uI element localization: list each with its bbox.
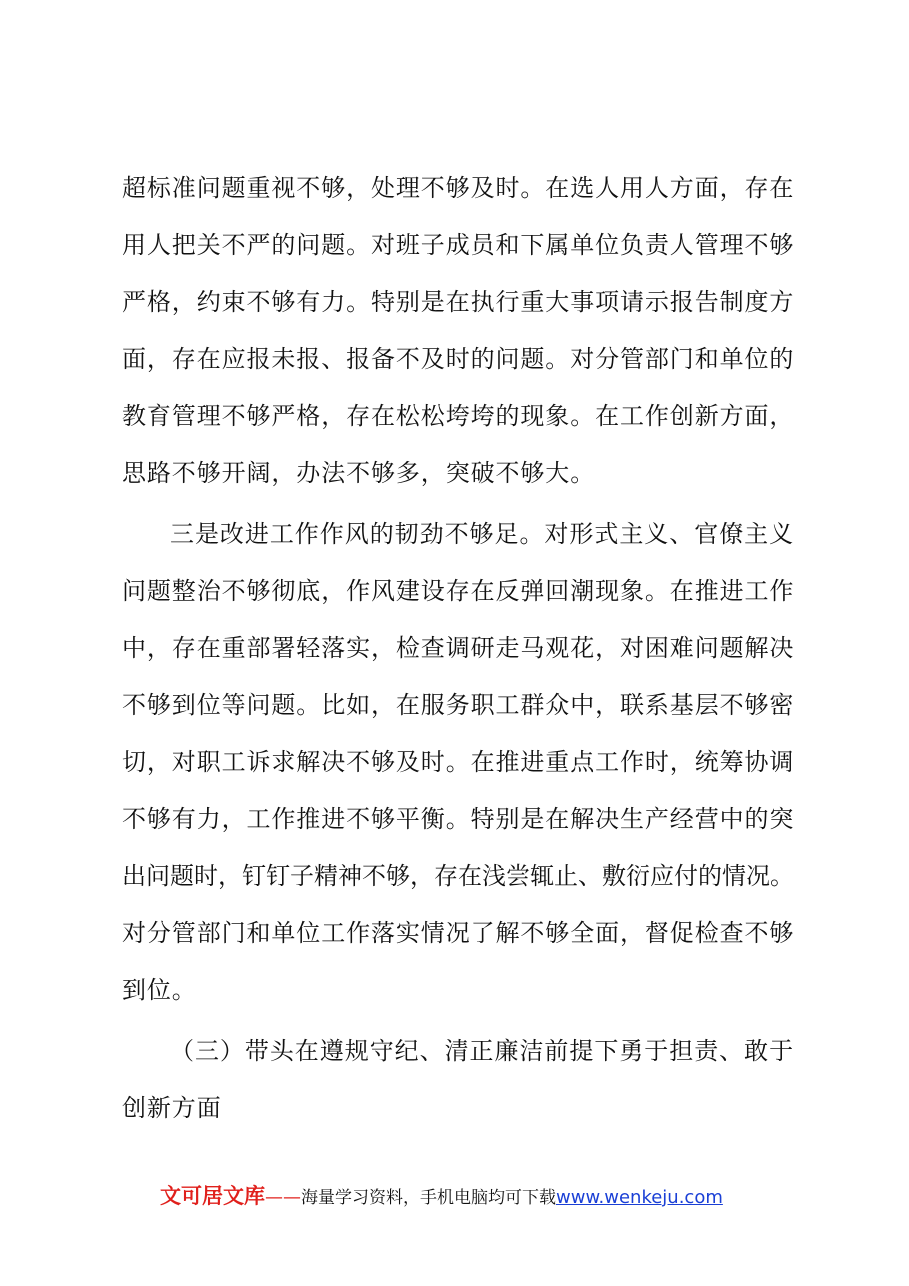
paragraph-line: 严格，约束不够有力。特别是在执行重大事项请示报告制度方 — [122, 288, 795, 316]
document-body — [122, 160, 794, 1137]
footer-dash: —— — [265, 1187, 301, 1208]
paragraph-line: 超标准问题重视不够，处理不够及时。在选人用人方面，存在 — [122, 174, 795, 202]
paragraph-line: 出问题时，钉钉子精神不够，存在浅尝辄止、敷衍应付的情况。 — [122, 862, 794, 890]
paragraph-line: 切，对职工诉求解决不够及时。在推进重点工作时，统筹协调 — [122, 748, 795, 776]
paragraph-line: 对分管部门和单位工作落实情况了解不够全面，督促检查不够 — [122, 919, 795, 947]
paragraph-line: 面，存在应报未报、报备不及时的问题。对分管部门和单位的 — [122, 345, 795, 373]
footer-website-link[interactable]: www.wenkeju.com — [556, 1187, 723, 1208]
footer-brand: 文可居文库 — [160, 1184, 265, 1208]
section-heading-line: 创新方面 — [122, 1094, 222, 1122]
paragraph-line: 不够有力，工作推进不够平衡。特别是在解决生产经营中的突 — [122, 805, 795, 833]
footer-slogan: 海量学习资料，手机电脑均可下载 — [301, 1188, 556, 1208]
paragraph-line: 三是改进工作作风的韧劲不够足。对形式主义、官僚主义 — [170, 520, 794, 548]
paragraph-line: 用人把关不严的问题。对班子成员和下属单位负责人管理不够 — [122, 231, 795, 259]
paragraph-line: 不够到位等问题。比如，在服务职工群众中，联系基层不够密 — [122, 691, 795, 719]
paragraph-line: 中，存在重部署轻落实，检查调研走马观花，对困难问题解决 — [122, 634, 795, 662]
section-heading-line: （三）带头在遵规守纪、清正廉洁前提下勇于担责、敢于 — [170, 1037, 794, 1065]
paragraph-line: 到位。 — [122, 976, 197, 1004]
paragraph-line: 教育管理不够严格，存在松松垮垮的现象。在工作创新方面， — [122, 402, 795, 430]
paragraph-line: 问题整治不够彻底，作风建设存在反弹回潮现象。在推进工作 — [122, 577, 795, 605]
paragraph-line: 思路不够开阔，办法不够多，突破不够大。 — [122, 459, 596, 487]
footer-banner — [160, 1180, 723, 1212]
